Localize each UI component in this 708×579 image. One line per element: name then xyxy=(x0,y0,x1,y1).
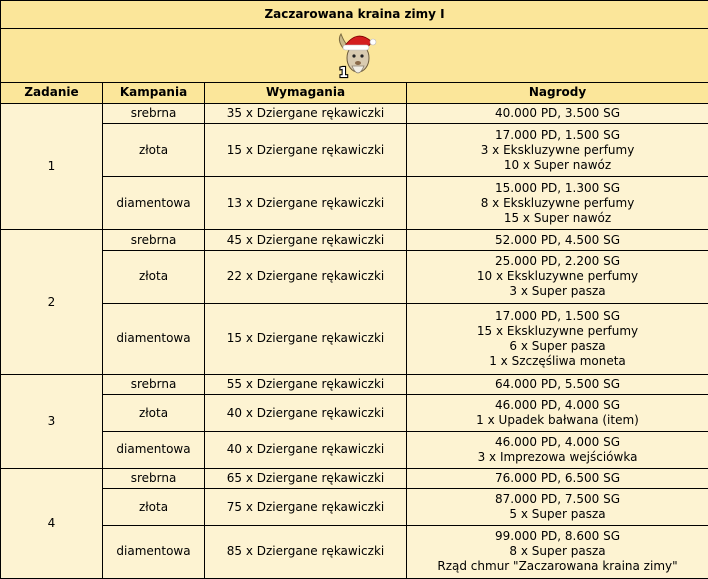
santa-goat-icon xyxy=(331,30,379,80)
reward-line: 87.000 PD, 7.500 SG xyxy=(495,492,621,506)
reward-line: 8 x Super pasza xyxy=(509,544,606,559)
column-header-nagrody: Nagrody xyxy=(407,82,708,103)
reward-line: 5 x Super pasza xyxy=(509,507,606,521)
campaign-cell: diamentowa xyxy=(103,177,205,230)
rewards-cell xyxy=(407,468,708,488)
requirement-cell: 85 x Dziergane rękawiczki xyxy=(205,525,407,578)
reward-line: 3 x Imprezowa wejściówka xyxy=(477,449,638,464)
table-row xyxy=(1,525,708,578)
reward-line: 46.000 PD, 4.000 SG xyxy=(495,398,621,413)
campaign-cell: srebrna xyxy=(103,230,205,250)
campaign-cell: diamentowa xyxy=(103,525,205,578)
reward-line: Rząd chmur "Zaczarowana kraina zimy" xyxy=(437,559,678,574)
table-row xyxy=(1,468,708,488)
rewards-cell xyxy=(407,103,708,123)
table-row xyxy=(1,489,708,526)
requirement-cell: 15 x Dziergane rękawiczki xyxy=(205,303,407,374)
campaign-cell: srebrna xyxy=(103,103,205,123)
reward-line: 3 x Ekskluzywne perfumy xyxy=(480,142,635,157)
campaign-cell: srebrna xyxy=(103,468,205,488)
reward-line: 1 x Upadek bałwana (item) xyxy=(476,413,639,428)
column-header-row xyxy=(1,82,708,103)
reward-line: 25.000 PD, 2.200 SG xyxy=(495,254,621,269)
campaign-cell: złota xyxy=(103,250,205,303)
rewards-cell xyxy=(407,395,708,432)
requirement-cell: 55 x Dziergane rękawiczki xyxy=(205,375,407,395)
column-header-kampania: Kampania xyxy=(103,82,205,103)
table-row xyxy=(1,375,708,395)
reward-line: 15 x Super nawóz xyxy=(503,210,612,225)
requirement-cell: 35 x Dziergane rękawiczki xyxy=(205,103,407,123)
quest-badge-number: 1 xyxy=(338,66,348,81)
quest-number: 1 xyxy=(1,103,103,229)
reward-line: 40.000 PD, 3.500 SG xyxy=(495,106,621,121)
reward-line: 10 x Super nawóz xyxy=(503,157,612,172)
requirement-cell: 13 x Dziergane rękawiczki xyxy=(205,177,407,230)
campaign-cell: złota xyxy=(103,489,205,526)
column-header-wymagania: Wymagania xyxy=(205,82,407,103)
rewards-cell xyxy=(407,177,708,230)
requirement-cell: 75 x Dziergane rękawiczki xyxy=(205,489,407,526)
reward-line: 17.000 PD, 1.500 SG xyxy=(495,308,621,323)
rewards-cell xyxy=(407,124,708,177)
rewards-cell xyxy=(407,489,708,526)
table-row xyxy=(1,230,708,250)
reward-line: 10 x Ekskluzywne perfumy xyxy=(476,269,639,284)
reward-line: 3 x Super pasza xyxy=(509,284,606,299)
page-title: Zaczarowana kraina zimy I xyxy=(1,1,708,29)
campaign-cell: złota xyxy=(103,124,205,177)
reward-line: 52.000 PD, 4.500 SG xyxy=(495,232,621,247)
column-header-zadanie: Zadanie xyxy=(1,82,103,103)
campaign-cell: diamentowa xyxy=(103,303,205,374)
campaign-cell: złota xyxy=(103,395,205,432)
quest-number: 4 xyxy=(1,468,103,578)
reward-line: 15 x Ekskluzywne perfumy xyxy=(476,323,639,338)
reward-line: 17.000 PD, 1.500 SG xyxy=(495,127,621,142)
rewards-cell xyxy=(407,375,708,395)
quest-image xyxy=(1,28,708,82)
campaign-cell: diamentowa xyxy=(103,432,205,469)
requirement-cell: 15 x Dziergane rękawiczki xyxy=(205,124,407,177)
table-row xyxy=(1,432,708,469)
image-row xyxy=(1,28,708,82)
requirement-cell: 45 x Dziergane rękawiczki xyxy=(205,230,407,250)
reward-line: 76.000 PD, 6.500 SG xyxy=(495,470,621,485)
reward-line: 1 x Szczęśliwa moneta xyxy=(489,353,626,368)
quest-number: 3 xyxy=(1,375,103,469)
reward-line: 15.000 PD, 1.300 SG xyxy=(495,180,621,195)
table-row xyxy=(1,303,708,374)
reward-line: 46.000 PD, 4.000 SG xyxy=(495,434,621,449)
rewards-cell xyxy=(407,432,708,469)
requirement-cell: 65 x Dziergane rękawiczki xyxy=(205,468,407,488)
rewards-cell xyxy=(407,303,708,374)
table-row xyxy=(1,177,708,230)
campaign-cell: srebrna xyxy=(103,375,205,395)
requirement-cell: 22 x Dziergane rękawiczki xyxy=(205,250,407,303)
reward-line: 6 x Super pasza xyxy=(509,338,606,353)
reward-line: 64.000 PD, 5.500 SG xyxy=(495,377,621,392)
rewards-cell xyxy=(407,230,708,250)
table-row xyxy=(1,103,708,123)
rewards-cell xyxy=(407,525,708,578)
table-row xyxy=(1,250,708,303)
requirement-cell: 40 x Dziergane rękawiczki xyxy=(205,395,407,432)
title-row xyxy=(1,1,708,29)
quest-number: 2 xyxy=(1,230,103,375)
table-row xyxy=(1,124,708,177)
reward-line: 8 x Ekskluzywne perfumy xyxy=(480,195,635,210)
rewards-cell xyxy=(407,250,708,303)
reward-line: 99.000 PD, 8.600 SG xyxy=(495,529,621,544)
table-row xyxy=(1,395,708,432)
requirement-cell: 40 x Dziergane rękawiczki xyxy=(205,432,407,469)
